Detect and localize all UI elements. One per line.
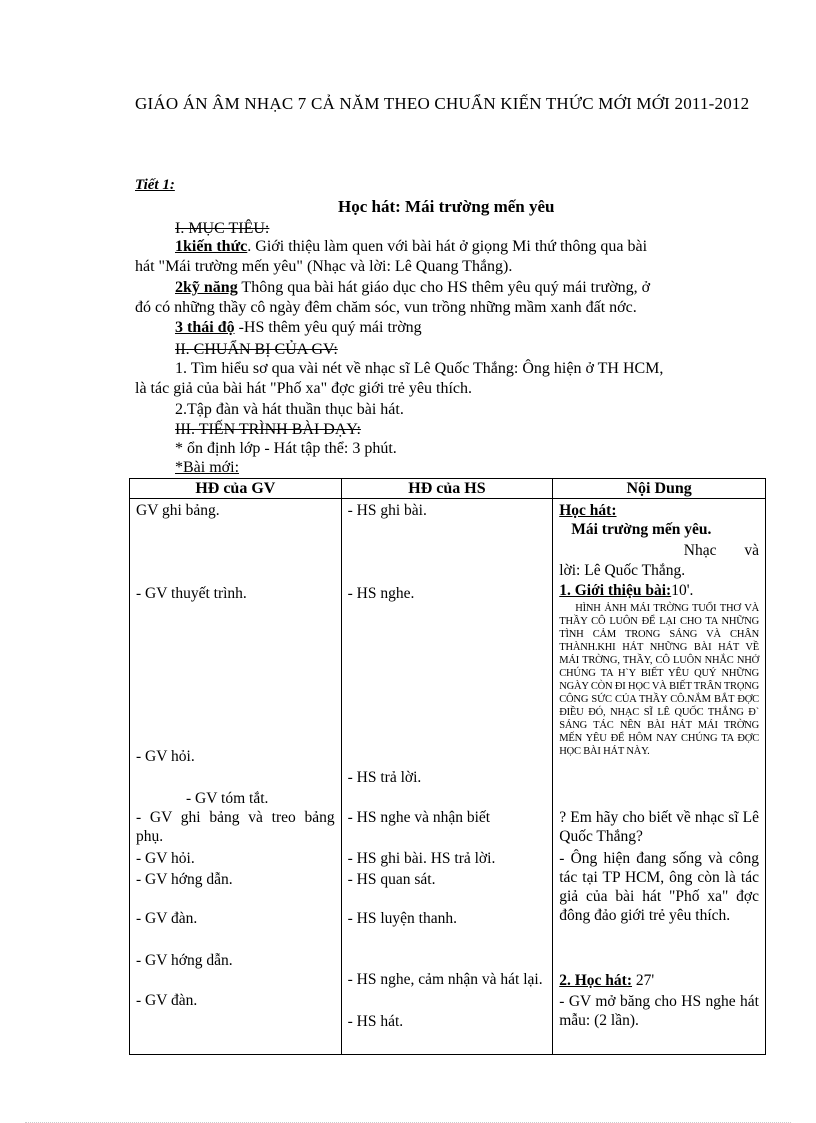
table-row: - HS quan sát. — [347, 871, 436, 888]
content-music-lyrics: Nhạc và — [683, 542, 759, 559]
section-objectives-heading: I. MỤC TIÊU: — [175, 220, 270, 237]
preparation-2: 2.Tập đàn và hát thuần thục bài hát. — [175, 401, 404, 418]
content-column — [553, 499, 766, 1055]
table-row: - GV tóm tắt. — [186, 790, 269, 807]
skill-line-1 — [175, 278, 650, 298]
table-row: - HS hát. — [347, 1013, 404, 1030]
table-row: - GV hớng dẫn. — [136, 871, 233, 888]
document-title: GIÁO ÁN ÂM NHẠC 7 CẢ NĂM THEO CHUẨN KIẾN THỨC MỚI MỚI 2011-2012 — [135, 94, 750, 113]
content-last-line: - GV mở băng cho HS nghe hát mẫu: (2 lần). — [559, 993, 759, 1029]
content-intro-paragraph: HÌNH ẢNH MÁI TRỜNG TUỔI THƠ VÀ THẦY CÔ LUÔN ĐỂ LẠI CHO TA NHỮNG TÌNH CẢM TRONG SÁNG VÀ CHÂN THÀNH.KHI HÁT NHỮNG BÀI HÁT VỀ MÁI TRỜNG, THẦY, CÔ LUÔN NHẮC NHỞ CHÚNG TA H`Y BIẾT YÊU QUÝ NHỮNG NGÀY CÒN ĐI HỌC VÀ BIẾT TRÂN TRỌNG CÔNG SỨC CỦA THẦY CÔ.NẮM BẮT ĐỢC ĐIỀU ĐÓ, NHẠC SĨ LÊ QUỐC THẮNG Đ` SÁNG TÁC NÊN BÀI HÁT MÁI TRỜNG MẾN YÊU ĐỂ HÔM NAY CHÚNG TA ĐỢC HỌC BÀI HÁT NÀY. — [559, 603, 759, 757]
student-column — [341, 499, 553, 1055]
content-question: ? Em hãy cho biết về nhạc sĩ Lê Quốc Thắng? — [559, 809, 759, 845]
table-body-row — [130, 499, 766, 1055]
section-process-heading: III. TIẾN TRÌNH BÀI DẠY: — [175, 421, 361, 438]
preparation-1b: là tác giả của bài hát "Phố xa" đợc giới trẻ yêu thích. — [135, 380, 472, 397]
table-row: - GV đàn. — [136, 992, 198, 1009]
new-lesson-label: *Bài mới: — [175, 459, 240, 476]
class-stabilization: * ổn định lớp - Hát tập thể: 3 phút. — [175, 440, 397, 457]
lesson-title: Học hát: Mái trường mến yêu — [338, 197, 555, 216]
knowledge-label: 1kiến thức — [175, 238, 248, 255]
table-row: - GV hớng dẫn. — [136, 952, 233, 969]
song-section-time: 27' — [632, 972, 655, 989]
table-row: - HS nghe và nhận biết — [347, 809, 491, 826]
section-preparation-heading: II. CHUẨN BỊ CỦA GV: — [175, 341, 338, 358]
attitude-text: -HS thêm yêu quý mái trờng — [234, 319, 422, 336]
content-song-section — [559, 971, 759, 990]
table-row: - HS ghi bài. HS trả lời. — [347, 850, 496, 867]
table-row: - HS trả lời. — [347, 769, 422, 786]
song-section-label: 2. Học hát: — [559, 972, 633, 989]
knowledge-line-1 — [175, 237, 647, 257]
lesson-number: Tiết 1: — [135, 177, 175, 193]
content-song-title: Mái trường mến yêu. — [571, 521, 712, 538]
table-row: - HS nghe, cảm nhận và hát lại. — [347, 971, 543, 988]
header-teacher: HĐ của GV — [130, 479, 342, 499]
lesson-table — [129, 478, 766, 1055]
skill-text-1: Thông qua bài hát giáo dục cho HS thêm yêu quý mái trường, ở — [237, 279, 651, 296]
header-student: HĐ của HS — [341, 479, 553, 499]
table-row: - HS nghe. — [347, 585, 415, 602]
table-row: - GV hỏi. — [136, 748, 195, 765]
attitude-line — [175, 318, 422, 338]
table-row: - GV thuyết trình. — [136, 585, 247, 602]
table-row: - GV hỏi. — [136, 850, 195, 867]
header-content: Nội Dung — [553, 479, 766, 499]
content-answer: - Ông hiện đang sống và công tác tại TP HCM, ông còn là tác giả của bài hát "Phố xa" đợc đông đảo giới trẻ yêu thích. — [559, 850, 759, 924]
teacher-column — [130, 499, 342, 1055]
skill-label: 2kỹ năng — [175, 279, 238, 296]
knowledge-line-2: hát "Mái trường mến yêu" (Nhạc và lời: Lê Quang Thắng). — [135, 258, 513, 275]
intro-label: 1. Giới thiệu bài: — [559, 582, 672, 599]
table-row: - GV ghi bảng và treo bảng phụ. — [136, 809, 335, 845]
attitude-label: 3 thái độ — [175, 319, 235, 336]
intro-time: 10'. — [671, 582, 694, 599]
content-author: lời: Lê Quốc Thắng. — [559, 562, 686, 579]
table-row: - GV đàn. — [136, 910, 198, 927]
table-row: GV ghi bảng. — [136, 502, 220, 519]
table-header-row — [130, 479, 766, 499]
content-song-label: Học hát: — [559, 502, 617, 519]
table-row: - HS ghi bài. — [347, 502, 427, 519]
preparation-1a: 1. Tìm hiểu sơ qua vài nét về nhạc sĩ Lê Quốc Thắng: Ông hiện ở TH HCM, — [175, 360, 664, 377]
skill-line-2: đó có những thầy cô ngày đêm chăm sóc, vun trồng những mầm xanh đất nớc. — [135, 299, 637, 316]
content-intro-heading — [559, 581, 759, 600]
table-row: - HS luyện thanh. — [347, 910, 457, 927]
knowledge-text-1: . Giới thiệu làm quen với bài hát ở giọng Mi thứ thông qua bài — [247, 238, 648, 255]
